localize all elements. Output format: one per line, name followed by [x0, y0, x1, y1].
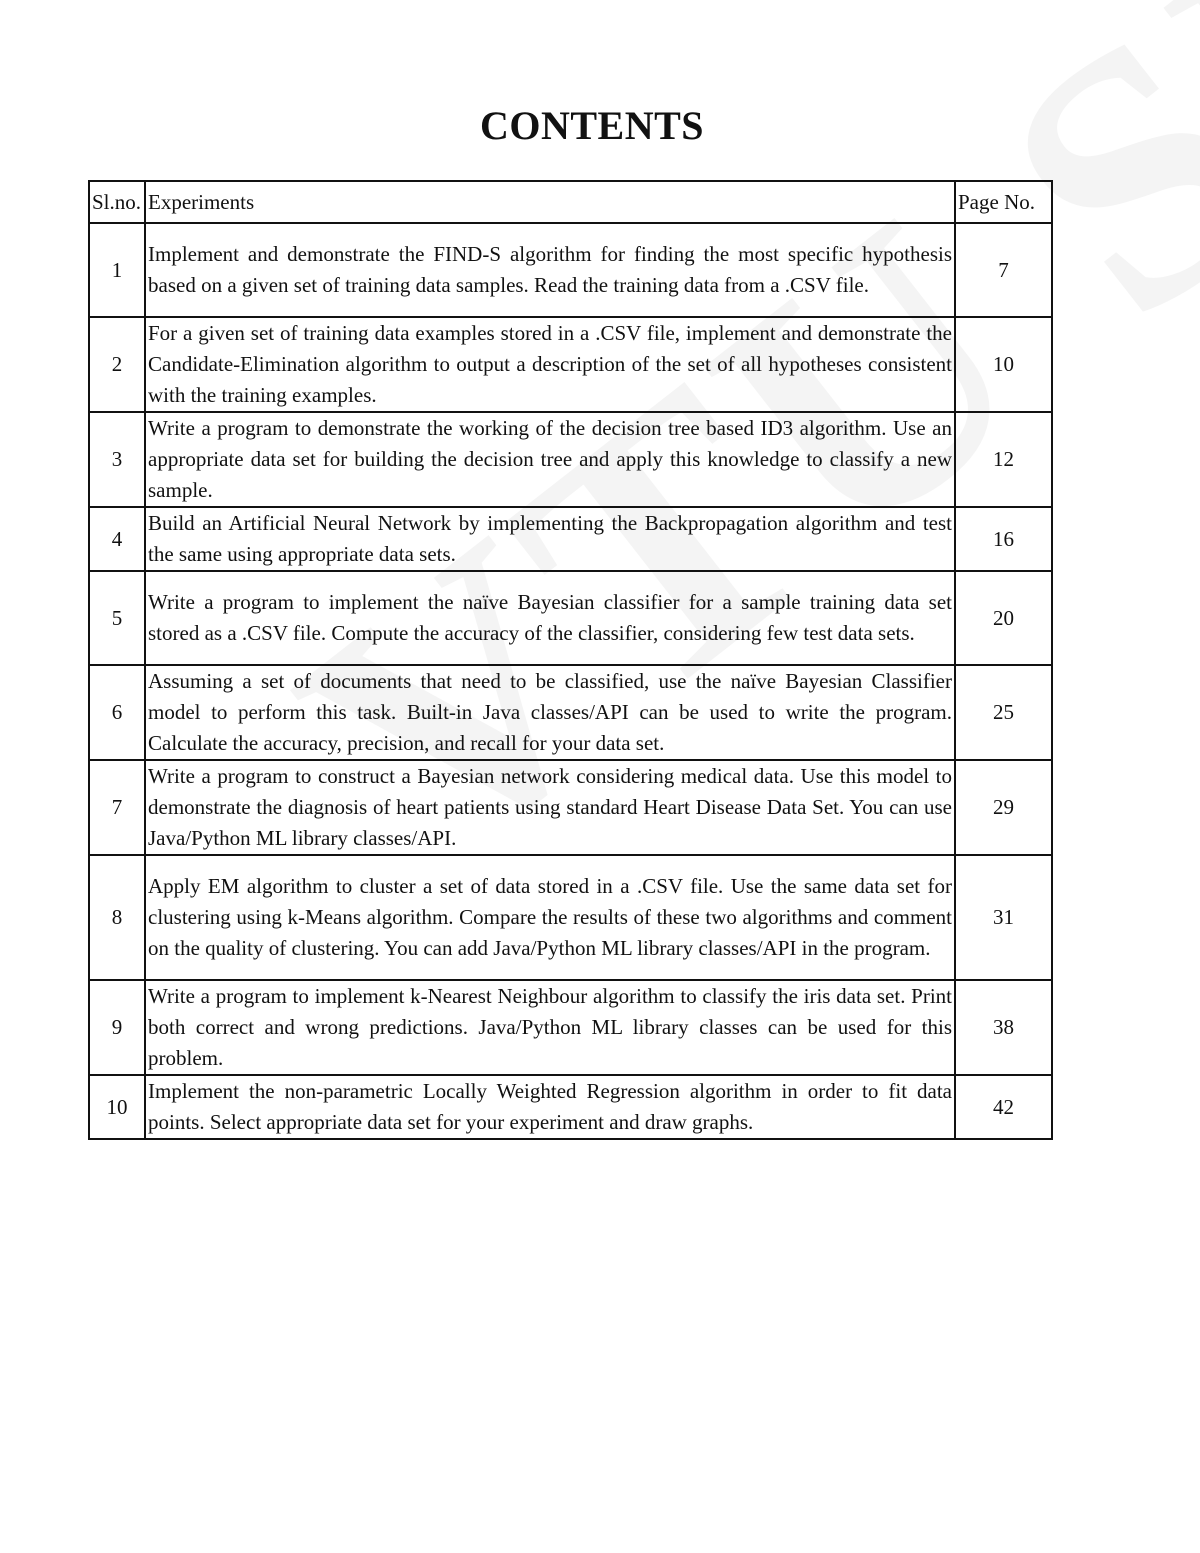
row-page: 7 — [955, 223, 1052, 317]
row-page: 20 — [955, 571, 1052, 665]
table-header-row — [89, 181, 1052, 223]
row-slno: 8 — [89, 855, 145, 980]
row-page: 42 — [955, 1075, 1052, 1139]
page-title: CONTENTS — [479, 103, 705, 148]
row-slno: 9 — [89, 980, 145, 1075]
row-slno: 10 — [89, 1075, 145, 1139]
row-page: 31 — [955, 855, 1052, 980]
row-experiment: Write a program to construct a Bayesian network considering medical data. Use this model to demonstrate the diagnosis of heart patients using standard Heart Disease Data Set. You can use Java/Python ML library classes/API. — [145, 760, 955, 855]
row-slno: 5 — [89, 571, 145, 665]
table-row — [89, 317, 1052, 412]
row-experiment: Assuming a set of documents that need to be classified, use the naïve Bayesian Classifier model to perform this task. Built-in Java classes/API can be used to write the program. Calculate the accuracy, precision, and recall for your data set. — [145, 665, 955, 760]
contents-table — [88, 180, 1053, 1140]
row-experiment: Build an Artificial Neural Network by implementing the Backpropagation algorithm and test the same using appropriate data sets. — [145, 507, 955, 571]
row-page: 16 — [955, 507, 1052, 571]
header-slno: Sl.no. — [89, 181, 145, 223]
table-row — [89, 507, 1052, 571]
row-experiment: Implement the non-parametric Locally Weighted Regression algorithm in order to fit data points. Select appropriate data set for your experiment and draw graphs. — [145, 1075, 955, 1139]
row-experiment: Write a program to demonstrate the working of the decision tree based ID3 algorithm. Use an appropriate data set for building the decision tree and apply this knowledge to classify a new sample. — [145, 412, 955, 507]
table-row — [89, 980, 1052, 1075]
table-row — [89, 665, 1052, 760]
row-experiment: Write a program to implement the naïve Bayesian classifier for a sample training data set stored as a .CSV file. Compute the accuracy of the classifier, considering few test data sets. — [145, 571, 955, 665]
row-slno: 7 — [89, 760, 145, 855]
table-row — [89, 571, 1052, 665]
row-page: 29 — [955, 760, 1052, 855]
row-page: 38 — [955, 980, 1052, 1075]
row-experiment: Implement and demonstrate the FIND-S algorithm for finding the most specific hypothesis based on a given set of training data samples. Read the training data from a .CSV file. — [145, 223, 955, 317]
table-row — [89, 855, 1052, 980]
row-experiment: For a given set of training data examples stored in a .CSV file, implement and demonstrate the Candidate-Elimination algorithm to output a description of the set of all hypotheses consistent with the training examples. — [145, 317, 955, 412]
row-page: 10 — [955, 317, 1052, 412]
table-row — [89, 412, 1052, 507]
row-slno: 1 — [89, 223, 145, 317]
row-page: 12 — [955, 412, 1052, 507]
header-page-no: Page No. — [955, 181, 1052, 223]
row-slno: 4 — [89, 507, 145, 571]
row-experiment: Write a program to implement k-Nearest Neighbour algorithm to classify the iris data set. Print both correct and wrong predictions. Java/Python ML library classes can be used for this problem. — [145, 980, 955, 1075]
table-row — [89, 760, 1052, 855]
row-slno: 2 — [89, 317, 145, 412]
header-experiments: Experiments — [145, 181, 955, 223]
row-page: 25 — [955, 665, 1052, 760]
row-slno: 6 — [89, 665, 145, 760]
table-row — [89, 1075, 1052, 1139]
row-slno: 3 — [89, 412, 145, 507]
row-experiment: Apply EM algorithm to cluster a set of data stored in a .CSV file. Use the same data set for clustering using k-Means algorithm. Compare the results of these two algorithms and comment on the quality of clustering. You can add Java/Python ML library classes/API in the program. — [145, 855, 955, 980]
table-row — [89, 223, 1052, 317]
